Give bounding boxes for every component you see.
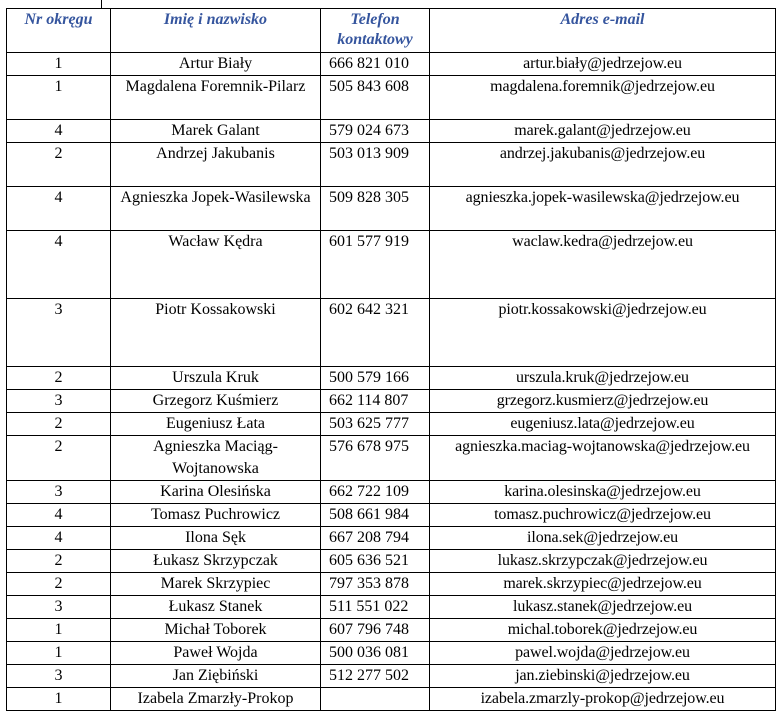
table-row: [7, 642, 776, 665]
cell-email: marek.galant@jedrzejow.eu: [430, 120, 776, 143]
cell-name: Marek Galant: [111, 120, 321, 143]
table-row: [7, 665, 776, 688]
cell-name: Magdalena Foremnik-Pilarz: [111, 76, 321, 120]
cell-district: 1: [7, 53, 111, 76]
cell-district: 3: [7, 390, 111, 413]
header-district: Nr okręgu: [7, 9, 111, 53]
cell-phone: 797 353 878: [321, 573, 430, 596]
cell-name: Agnieszka Jopek-Wasilewska: [111, 187, 321, 231]
cell-district: 3: [7, 665, 111, 688]
table-row: [7, 187, 776, 231]
table-row: [7, 481, 776, 504]
cell-district: 2: [7, 573, 111, 596]
table-row: [7, 504, 776, 527]
cell-phone: 579 024 673: [321, 120, 430, 143]
cell-name: Tomasz Puchrowicz: [111, 504, 321, 527]
cell-phone: 662 722 109: [321, 481, 430, 504]
table-row: [7, 527, 776, 550]
table-row: [7, 231, 776, 299]
cell-district: 2: [7, 436, 111, 481]
table-row: [7, 53, 776, 76]
cell-phone: 602 642 321: [321, 299, 430, 367]
cell-name: Grzegorz Kuśmierz: [111, 390, 321, 413]
cell-email: artur.biały@jedrzejow.eu: [430, 53, 776, 76]
cell-district: 3: [7, 481, 111, 504]
cell-district: 4: [7, 187, 111, 231]
table-row: [7, 390, 776, 413]
header-name: Imię i nazwisko: [111, 9, 321, 53]
header-row: [7, 9, 776, 53]
header-phone: Telefon kontaktowy: [321, 9, 430, 53]
cell-phone: 576 678 975: [321, 436, 430, 481]
cell-name: Agnieszka Maciąg-Wojtanowska: [111, 436, 321, 481]
cell-phone: 500 036 081: [321, 642, 430, 665]
cell-district: 3: [7, 299, 111, 367]
cell-phone: 662 114 807: [321, 390, 430, 413]
cell-email: lukasz.stanek@jedrzejow.eu: [430, 596, 776, 619]
cell-phone: 500 579 166: [321, 367, 430, 390]
table-row: [7, 619, 776, 642]
cell-name: Artur Biały: [111, 53, 321, 76]
cell-district: 2: [7, 413, 111, 436]
cell-phone: 667 208 794: [321, 527, 430, 550]
cell-phone: 503 013 909: [321, 143, 430, 187]
cell-district: 1: [7, 619, 111, 642]
cell-name: Wacław Kędra: [111, 231, 321, 299]
table-row: [7, 120, 776, 143]
cell-district: 3: [7, 596, 111, 619]
table-row: [7, 367, 776, 390]
table-row: [7, 299, 776, 367]
table-row: [7, 413, 776, 436]
header-email: Adres e-mail: [430, 9, 776, 53]
cell-name: Łukasz Stanek: [111, 596, 321, 619]
cell-district: 4: [7, 231, 111, 299]
cell-district: 1: [7, 76, 111, 120]
cell-email: karina.olesinska@jedrzejow.eu: [430, 481, 776, 504]
cell-district: 4: [7, 504, 111, 527]
cell-name: Eugeniusz Łata: [111, 413, 321, 436]
table-row: [7, 436, 776, 481]
cell-phone: 512 277 502: [321, 665, 430, 688]
cell-phone: 505 843 608: [321, 76, 430, 120]
cell-name: Piotr Kossakowski: [111, 299, 321, 367]
cell-email: piotr.kossakowski@jedrzejow.eu: [430, 299, 776, 367]
cell-phone: 508 661 984: [321, 504, 430, 527]
cell-email: grzegorz.kusmierz@jedrzejow.eu: [430, 390, 776, 413]
councillors-table: [6, 8, 776, 711]
cell-district: 4: [7, 120, 111, 143]
cell-district: 1: [7, 642, 111, 665]
cell-phone: 607 796 748: [321, 619, 430, 642]
cell-phone: 509 828 305: [321, 187, 430, 231]
cell-email: pawel.wojda@jedrzejow.eu: [430, 642, 776, 665]
cell-name: Paweł Wojda: [111, 642, 321, 665]
cell-district: 1: [7, 688, 111, 711]
cell-email: michal.toborek@jedrzejow.eu: [430, 619, 776, 642]
table-row: [7, 76, 776, 120]
cell-phone: 503 625 777: [321, 413, 430, 436]
cell-name: Jan Ziębiński: [111, 665, 321, 688]
cell-district: 2: [7, 143, 111, 187]
cell-phone: 601 577 919: [321, 231, 430, 299]
table-body: [7, 53, 776, 711]
cell-phone: 666 821 010: [321, 53, 430, 76]
table-row: [7, 688, 776, 711]
table-row: [7, 550, 776, 573]
cell-phone: [321, 688, 430, 711]
cell-email: magdalena.foremnik@jedrzejow.eu: [430, 76, 776, 120]
cell-name: Urszula Kruk: [111, 367, 321, 390]
cell-name: Ilona Sęk: [111, 527, 321, 550]
cell-email: marek.skrzypiec@jedrzejow.eu: [430, 573, 776, 596]
cell-name: Michał Toborek: [111, 619, 321, 642]
table-row: [7, 573, 776, 596]
cell-district: 4: [7, 527, 111, 550]
cell-email: jan.ziebinski@jedrzejow.eu: [430, 665, 776, 688]
cell-email: ilona.sek@jedrzejow.eu: [430, 527, 776, 550]
cell-email: andrzej.jakubanis@jedrzejow.eu: [430, 143, 776, 187]
cell-email: eugeniusz.lata@jedrzejow.eu: [430, 413, 776, 436]
table-row: [7, 596, 776, 619]
cell-email: lukasz.skrzypczak@jedrzejow.eu: [430, 550, 776, 573]
cell-email: agnieszka.maciag-wojtanowska@jedrzejow.eu: [430, 436, 776, 481]
cell-name: Andrzej Jakubanis: [111, 143, 321, 187]
table-row: [7, 143, 776, 187]
cell-name: Izabela Zmarzły-Prokop: [111, 688, 321, 711]
cell-district: 2: [7, 550, 111, 573]
cell-email: izabela.zmarzly-prokop@jedrzejow.eu: [430, 688, 776, 711]
cell-email: urszula.kruk@jedrzejow.eu: [430, 367, 776, 390]
cell-phone: 511 551 022: [321, 596, 430, 619]
cell-phone: 605 636 521: [321, 550, 430, 573]
cell-email: tomasz.puchrowicz@jedrzejow.eu: [430, 504, 776, 527]
cell-name: Karina Olesińska: [111, 481, 321, 504]
cell-name: Łukasz Skrzypczak: [111, 550, 321, 573]
cell-email: waclaw.kedra@jedrzejow.eu: [430, 231, 776, 299]
cell-name: Marek Skrzypiec: [111, 573, 321, 596]
cell-district: 2: [7, 367, 111, 390]
cell-email: agnieszka.jopek-wasilewska@jedrzejow.eu: [430, 187, 776, 231]
